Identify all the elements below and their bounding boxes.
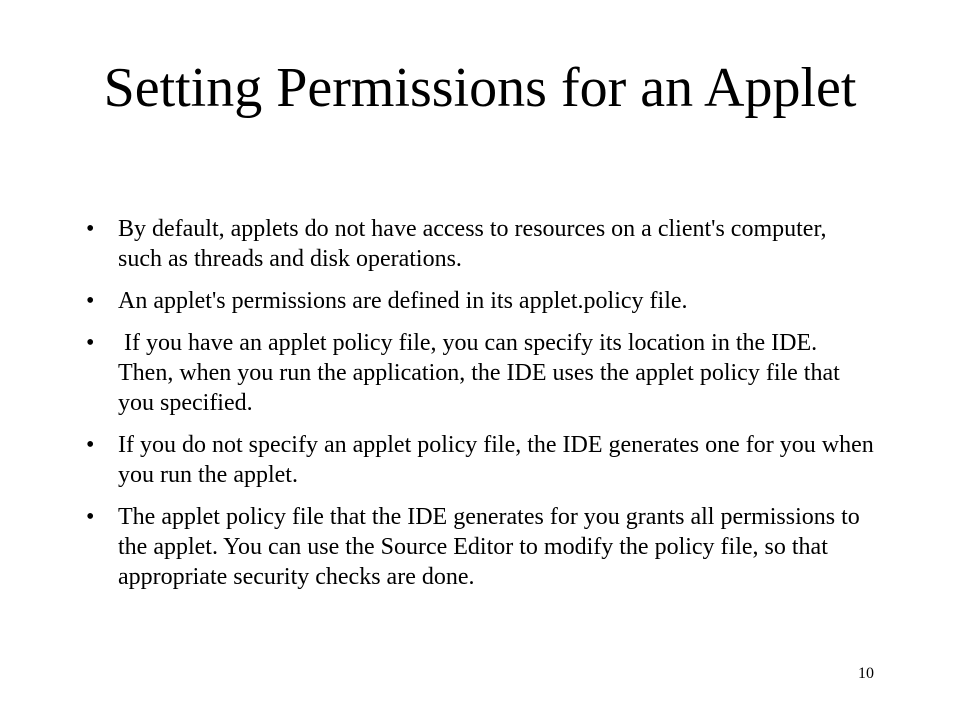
bullet-text: The applet policy file that the IDE generates for you grants all permissions to the applet. You can use the Source Editor to modify the policy file, so that appropriate security checks are done. (118, 504, 866, 590)
slide-title: Setting Permissions for an Applet (103, 57, 857, 119)
bullet-text: If you do not specify an applet policy file, the IDE generates one for you when you run the applet. (118, 432, 880, 488)
bullet-icon: • (86, 288, 95, 314)
bullet-text: By default, applets do not have access to resources on a client's computer, such as threads and disk operations. (118, 216, 833, 272)
bullet-item (86, 286, 876, 316)
bullet-icon: • (86, 330, 95, 356)
bullet-text: If you have an applet policy file, you can specify its location in the IDE. Then, when you run the application, the IDE uses the applet policy file that you specified. (118, 330, 846, 416)
bullet-item (86, 328, 876, 418)
bullet-icon: • (86, 432, 95, 458)
bullet-text: An applet's permissions are defined in its applet.policy file. (118, 288, 688, 314)
bullet-icon: • (86, 216, 95, 242)
bullet-icon: • (86, 504, 95, 530)
bullet-list (86, 214, 880, 604)
page-number: 10 (858, 665, 874, 682)
bullet-item (86, 214, 876, 274)
bullet-item (86, 502, 876, 592)
bullet-item (86, 430, 880, 490)
